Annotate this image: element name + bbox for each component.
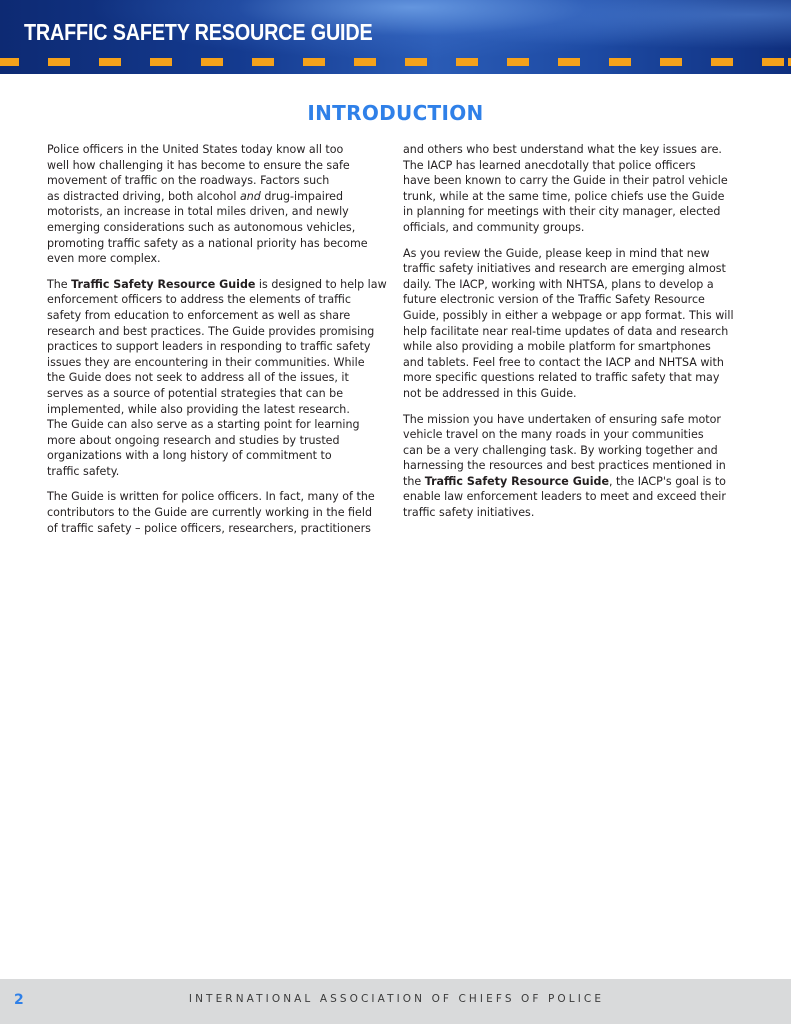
text-line: enable law enforcement leaders to meet and exceed their <box>403 490 726 504</box>
text-line: traffic safety initiatives and research are emerging almost <box>403 262 726 276</box>
text-run: the <box>403 474 425 488</box>
text-line: traffic safety. <box>47 464 120 478</box>
text-line: motorists, an increase in total miles driven, and newly <box>47 205 349 219</box>
text-line: in planning for meetings with their city manager, elected <box>403 205 721 219</box>
paragraph <box>403 246 751 402</box>
text-line: As you review the Guide, please keep in mind that new <box>403 246 710 260</box>
page-footer <box>0 979 791 1024</box>
text-line: well how challenging it has become to ensure the safe <box>47 158 350 172</box>
text-line: vehicle travel on the many roads in your communities <box>403 428 704 442</box>
text-line: help facilitate near real-time updates of data and research <box>403 324 729 338</box>
text-line: implemented, while also providing the latest research. <box>47 402 350 416</box>
organization-name: INTERNATIONAL ASSOCIATION OF CHIEFS OF POLICE <box>188 993 605 1005</box>
text-line: The IACP has learned anecdotally that police officers <box>403 158 696 172</box>
paragraph <box>403 142 751 236</box>
text-line: more about ongoing research and studies by trusted <box>47 433 340 447</box>
text-line: movement of traffic on the roadways. Factors such <box>47 174 330 188</box>
text-line: the Guide does not seek to address all of the issues, it <box>47 371 349 385</box>
text-run: is designed to help law <box>255 277 387 291</box>
text-run: drug-impaired <box>260 189 344 203</box>
text-line: not be addressed in this Guide. <box>403 386 577 400</box>
text-line: practices to support leaders in responding to traffic safety <box>47 340 371 354</box>
text-run: , the IACP's goal is to <box>608 474 726 488</box>
text-line: traffic safety initiatives. <box>403 506 535 520</box>
header-banner <box>0 0 791 74</box>
text-line <box>403 474 751 490</box>
text-line: daily. The IACP, working with NHTSA, plans to develop a <box>403 277 714 291</box>
text-run: as distracted driving, both alcohol <box>47 189 240 203</box>
text-run: The <box>47 277 72 291</box>
left-column <box>47 142 392 546</box>
guide-name-bold: Traffic Safety Resource Guide <box>71 277 256 291</box>
page-number: 2 <box>14 992 24 1008</box>
text-line: more specific questions related to traffic safety that may <box>403 371 720 385</box>
guide-name-bold: Traffic Safety Resource Guide <box>424 474 609 488</box>
text-line: Guide, possibly in either a webpage or app format. This will <box>403 308 734 322</box>
text-line: promoting traffic safety as a national priority has become <box>47 236 368 250</box>
paragraph <box>403 412 751 521</box>
text-line: even more complex. <box>47 252 161 266</box>
text-line: enforcement officers to address the elements of traffic <box>47 293 351 307</box>
paragraph <box>47 277 392 480</box>
text-line: emerging considerations such as autonomous vehicles, <box>47 220 356 234</box>
text-line <box>47 277 392 293</box>
text-line: serves as a source of potential strategies that can be <box>47 386 344 400</box>
document-title: TRAFFIC SAFETY RESOURCE GUIDE <box>24 19 373 45</box>
text-line: Police officers in the United States today know all too <box>47 143 344 156</box>
text-line <box>47 189 392 205</box>
text-line: issues they are encountering in their communities. While <box>47 355 365 369</box>
text-line: while also providing a mobile platform for smartphones <box>403 340 711 354</box>
text-line: safety from education to enforcement as well as share <box>47 308 351 322</box>
text-line: have been known to carry the Guide in their patrol vehicle <box>403 174 728 188</box>
text-line: can be a very challenging task. By working together and <box>403 443 718 457</box>
text-line: officials, and community groups. <box>403 220 585 234</box>
text-line: contributors to the Guide are currently working in the field <box>47 506 372 520</box>
text-line: The Guide can also serve as a starting point for learning <box>47 418 360 432</box>
emphasis-text: and <box>239 189 261 203</box>
text-line: of traffic safety – police officers, researchers, practitioners <box>47 521 371 535</box>
text-line: trunk, while at the same time, police chiefs use the Guide <box>403 189 725 203</box>
paragraph <box>47 489 392 536</box>
text-line: and others who best understand what the key issues are. <box>403 143 722 156</box>
road-lane-dashes <box>0 58 791 66</box>
text-line: organizations with a long history of commitment to <box>47 449 332 463</box>
text-line: research and best practices. The Guide provides promising <box>47 324 375 338</box>
right-column <box>403 142 751 531</box>
text-line: The Guide is written for police officers. In fact, many of the <box>47 490 375 504</box>
section-title: INTRODUCTION <box>307 101 484 125</box>
text-line: The mission you have undertaken of ensuring safe motor <box>403 412 721 426</box>
text-line: harnessing the resources and best practices mentioned in <box>403 459 726 473</box>
text-line: future electronic version of the Traffic Safety Resource <box>403 293 705 307</box>
paragraph <box>47 142 392 267</box>
text-line: and tablets. Feel free to contact the IACP and NHTSA with <box>403 355 724 369</box>
